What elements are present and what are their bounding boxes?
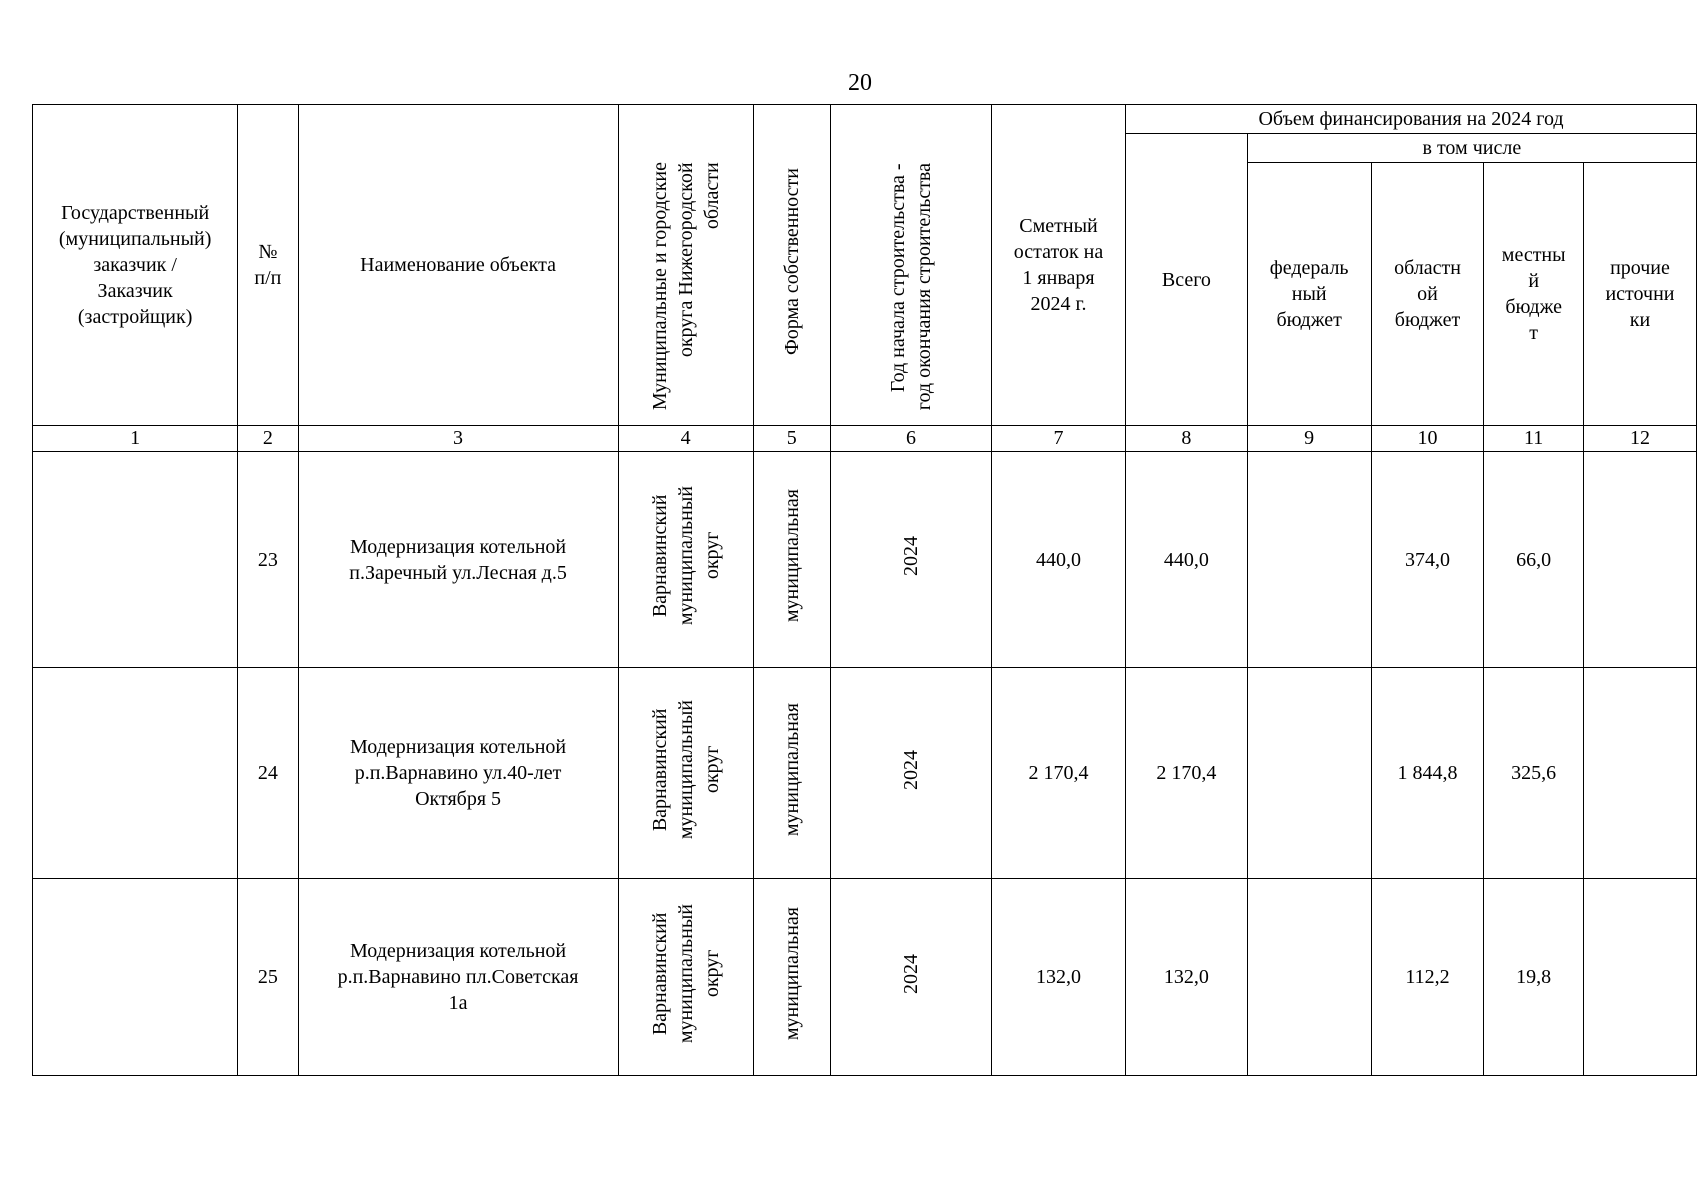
cell-years: [831, 668, 992, 879]
cell-other: [1583, 452, 1696, 668]
header-row-1: [33, 105, 1697, 134]
cell-total: 132,0: [1126, 879, 1248, 1076]
cell-object-name: Модернизация котельной р.п.Варнавино ул.40-лет Октября 5: [298, 668, 618, 879]
cell-object-name: Модернизация котельной п.Заречный ул.Лесная д.5: [298, 452, 618, 668]
table-row: [33, 668, 1697, 879]
cell-federal: [1247, 452, 1371, 668]
column-number: 2: [238, 426, 298, 452]
cell-total: 440,0: [1126, 452, 1248, 668]
column-number: 11: [1484, 426, 1584, 452]
header-ownership: [753, 105, 830, 426]
header-estimate: Сметный остаток на 1 января 2024 г.: [992, 105, 1126, 426]
cell-estimate: 132,0: [992, 879, 1126, 1076]
cell-local: 325,6: [1484, 668, 1584, 879]
cell-federal: [1247, 668, 1371, 879]
cell-regional: 112,2: [1371, 879, 1484, 1076]
column-number: 10: [1371, 426, 1484, 452]
cell-estimate: 2 170,4: [992, 668, 1126, 879]
header-years-text: Год начала строительства - год окончания строительства: [887, 162, 935, 410]
cell-customer: [33, 668, 238, 879]
header-other: прочие источни ки: [1583, 163, 1696, 426]
table-row: [33, 452, 1697, 668]
column-number: 1: [33, 426, 238, 452]
cell-number: 24: [238, 668, 298, 879]
cell-ownership-text: муниципальная: [780, 702, 803, 837]
header-total: Всего: [1126, 134, 1248, 426]
header-object-name: Наименование объекта: [298, 105, 618, 426]
column-number: 9: [1247, 426, 1371, 452]
column-number: 7: [992, 426, 1126, 452]
page-number: 20: [848, 70, 872, 96]
column-number: 12: [1583, 426, 1696, 452]
financing-table: [32, 104, 1697, 1076]
column-number: 6: [831, 426, 992, 452]
header-regional: областн ой бюджет: [1371, 163, 1484, 426]
column-number: 5: [753, 426, 830, 452]
header-district-text: Муниципальные и городские округа Нижегородской области: [648, 161, 723, 410]
cell-ownership-text: муниципальная: [780, 906, 803, 1041]
header-number: № п/п: [238, 105, 298, 426]
cell-ownership-text: муниципальная: [780, 489, 803, 623]
cell-estimate: 440,0: [992, 452, 1126, 668]
cell-district-text: Варнавинский муниципальный округ: [648, 903, 723, 1044]
header-customer: Государственный (муниципальный) заказчик / Заказчик (застройщик): [33, 105, 238, 426]
header-local: местны й бюдже т: [1484, 163, 1584, 426]
column-number: 3: [298, 426, 618, 452]
cell-ownership: [753, 879, 830, 1076]
cell-years-text: 2024: [900, 749, 922, 790]
column-number: 4: [618, 426, 753, 452]
cell-district-text: Варнавинский муниципальный округ: [648, 699, 723, 840]
header-district: [618, 105, 753, 426]
cell-object-name: Модернизация котельной р.п.Варнавино пл.Советская 1а: [298, 879, 618, 1076]
cell-other: [1583, 879, 1696, 1076]
cell-other: [1583, 668, 1696, 879]
header-including: в том числе: [1247, 134, 1696, 163]
cell-years-text: 2024: [900, 953, 922, 994]
cell-district-text: Варнавинский муниципальный округ: [648, 486, 723, 626]
cell-district: [618, 452, 753, 668]
cell-local: 19,8: [1484, 879, 1584, 1076]
cell-number: 25: [238, 879, 298, 1076]
cell-customer: [33, 879, 238, 1076]
cell-years-text: 2024: [900, 536, 922, 576]
header-ownership-text: Форма собственности: [780, 168, 803, 355]
cell-ownership: [753, 668, 830, 879]
cell-regional: 374,0: [1371, 452, 1484, 668]
column-number-row: [33, 426, 1697, 452]
cell-district: [618, 879, 753, 1076]
cell-district: [618, 668, 753, 879]
cell-ownership: [753, 452, 830, 668]
header-years: [831, 105, 992, 426]
header-financing: Объем финансирования на 2024 год: [1126, 105, 1697, 134]
cell-number: 23: [238, 452, 298, 668]
header-federal: федераль ный бюджет: [1247, 163, 1371, 426]
cell-customer: [33, 452, 238, 668]
cell-years: [831, 879, 992, 1076]
cell-local: 66,0: [1484, 452, 1584, 668]
cell-regional: 1 844,8: [1371, 668, 1484, 879]
column-number: 8: [1126, 426, 1248, 452]
cell-federal: [1247, 879, 1371, 1076]
cell-total: 2 170,4: [1126, 668, 1248, 879]
table-row: [33, 879, 1697, 1076]
cell-years: [831, 452, 992, 668]
